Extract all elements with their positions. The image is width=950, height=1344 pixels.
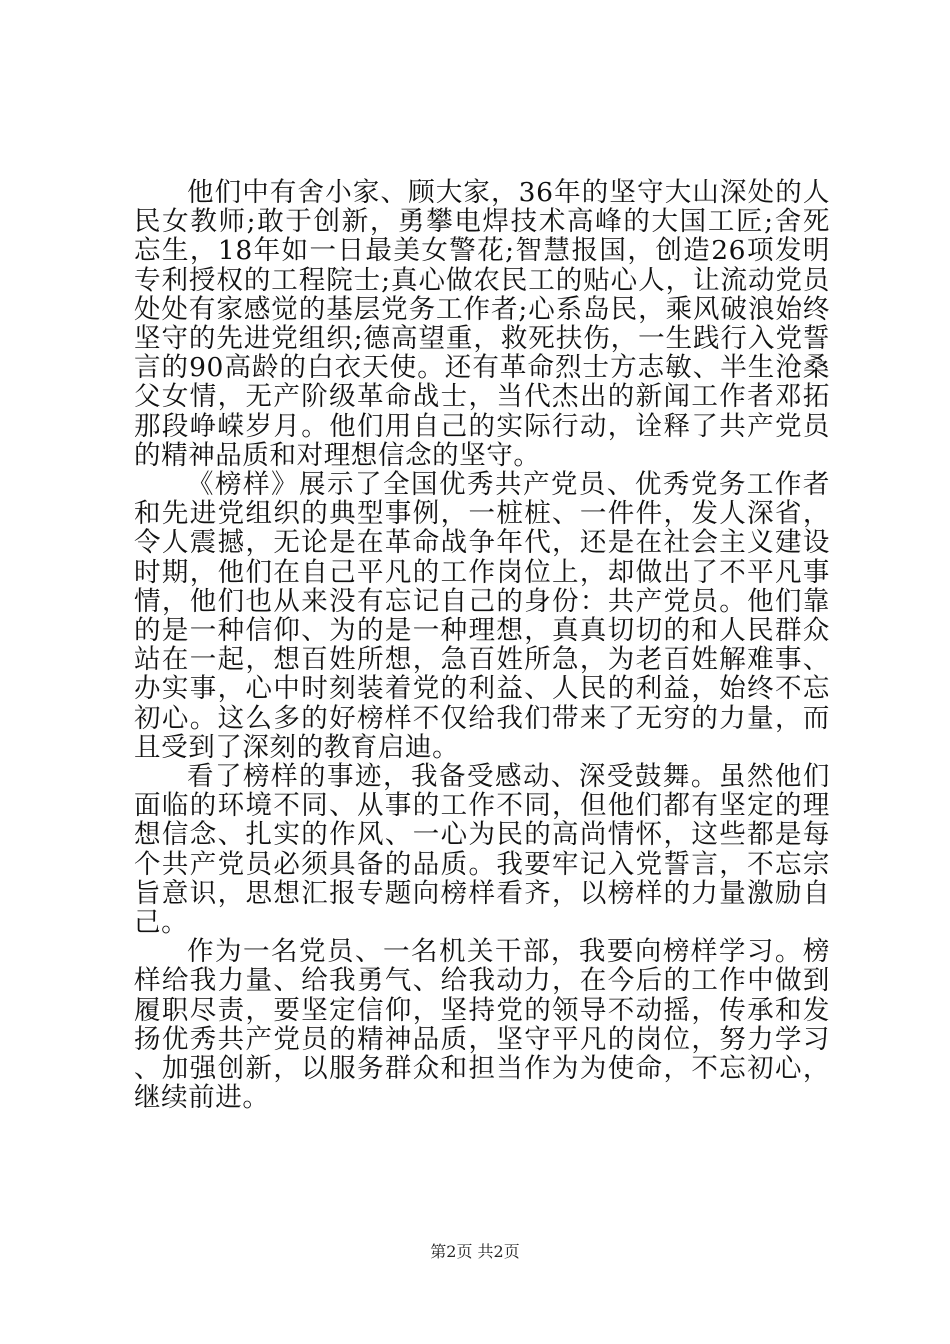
document-body — [134, 178, 830, 1113]
paragraph-3: 看了榜样的事迹，我备受感动、深受鼓舞。虽然他们面临的环境不同、从事的工作不同，但他们都有坚定的理想信念、扎实的作风、一心为民的高尚情怀，这些都是每个共产党员必须具备的品质。我要牢记入党誓言，不忘宗旨意识，思想汇报专题向榜样看齐，以榜样的力量激励自己。 — [134, 761, 830, 939]
paragraph-1: 他们中有舍小家、顾大家，36年的坚守大山深处的人民女教师;敢于创新，勇攀电焊技术高峰的大国工匠;舍死忘生，18年如一日最美女警花;智慧报国，创造26项发明专利授权的工程院士;真心做农民工的贴心人，让流动党员处处有家感觉的基层党务工作者;心系岛民，乘风破浪始终坚守的先进党组织;德高望重，救死扶伤，一生践行入党誓言的90高龄的白衣天使。还有革命烈士方志敏、半生沧桑父女情，无产阶级革命战士，当代杰出的新闻工作者邓拓那段峥嵘岁月。他们用自己的实际行动，诠释了共产党员的精神品质和对理想信念的坚守。 — [134, 177, 830, 471]
page-footer: 第2页 共2页 — [430, 1242, 520, 1261]
paragraph-4: 作为一名党员、一名机关干部，我要向榜样学习。榜样给我力量、给我勇气、给我动力，在今后的工作中做到履职尽责，要坚定信仰，坚持党的领导不动摇，传承和发扬优秀共产党员的精神品质，坚守平凡的岗位，努力学习、加强创新，以服务群众和担当作为为使命，不忘初心，继续前进。 — [134, 936, 830, 1114]
paragraph-2: 《榜样》展示了全国优秀共产党员、优秀党务工作者和先进党组织的典型事例，一桩桩、一件件，发人深省，令人震撼，无论是在革命战争年代，还是在社会主义建设时期，他们在自己平凡的工作岗位上，却做出了不平凡事情，他们也从来没有忘记自己的身份：共产党员。他们靠的是一种信仰、为的是一种理想，真真切切的和人民群众站在一起，想百姓所想，急百姓所急，为老百姓解难事、办实事，心中时刻装着党的利益、人民的利益，始终不忘初心。这么多的好榜样不仅给我们带来了无穷的力量，而且受到了深刻的教育启迪。 — [134, 469, 830, 763]
